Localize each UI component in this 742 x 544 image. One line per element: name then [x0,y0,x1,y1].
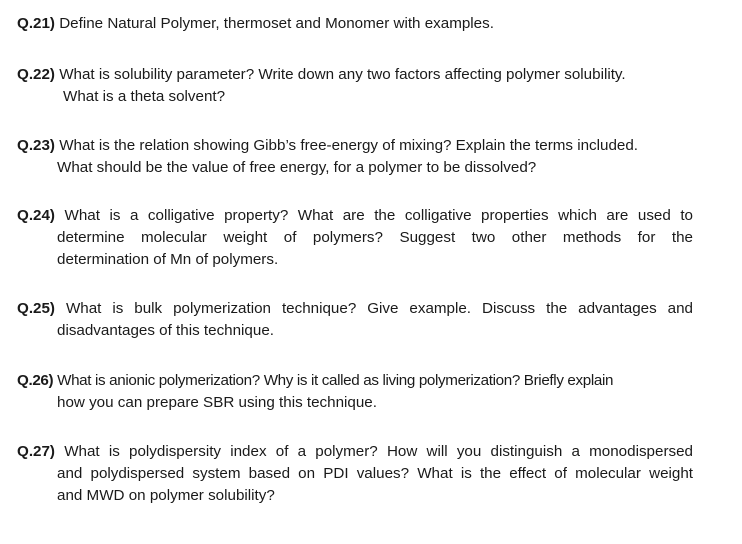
question-text: What is the relation showing Gibb’s free-energy of mixing? Explain the terms included. [54,137,639,154]
question-text: how you can prepare SBR using this technique. [57,394,377,411]
question-27 [17,441,693,507]
question-text: What is polydispersity index of a polymer? How will you distinguish a monodispersed [54,443,693,460]
question-text: and MWD on polymer solubility? [57,487,275,504]
question-22 [17,64,693,108]
question-number: Q.26) [17,372,54,389]
question-text: What should be the value of free energy, for a polymer to be dissolved? [57,159,537,176]
question-23 [17,135,693,179]
question-text: determine molecular weight of polymers? Suggest two other methods for the [57,229,693,246]
question-text: What is a colligative property? What are the colligative properties which are used to [54,207,693,224]
question-line [17,441,693,463]
question-text: What is solubility parameter? Write down any two factors affecting polymer solubility. [54,66,626,83]
question-21 [17,13,693,35]
question-text: and polydispersed system based on PDI values? What is the effect of molecular weight [57,465,693,482]
question-number: Q.27) [17,443,55,460]
question-line [17,370,693,392]
question-text: disadvantages of this technique. [57,322,274,339]
question-line [17,205,693,227]
question-number: Q.22) [17,66,55,83]
question-text: determination of Mn of polymers. [57,251,279,268]
question-26 [17,370,693,414]
question-text: What is bulk polymerization technique? Give example. Discuss the advantages and [54,300,693,317]
question-line [17,135,693,157]
question-text: What is a theta solvent? [63,88,226,105]
question-number: Q.24) [17,207,55,224]
question-line [17,298,693,320]
question-text: What is anionic polymerization? Why is it called as living polymerization? Briefly explain [53,372,614,389]
question-number: Q.23) [17,137,55,154]
question-line [17,13,693,35]
question-24 [17,205,693,271]
question-text: Define Natural Polymer, thermoset and Monomer with examples. [54,15,494,32]
question-25 [17,298,693,342]
question-number: Q.21) [17,15,55,32]
question-number: Q.25) [17,300,55,317]
question-line [17,64,693,86]
